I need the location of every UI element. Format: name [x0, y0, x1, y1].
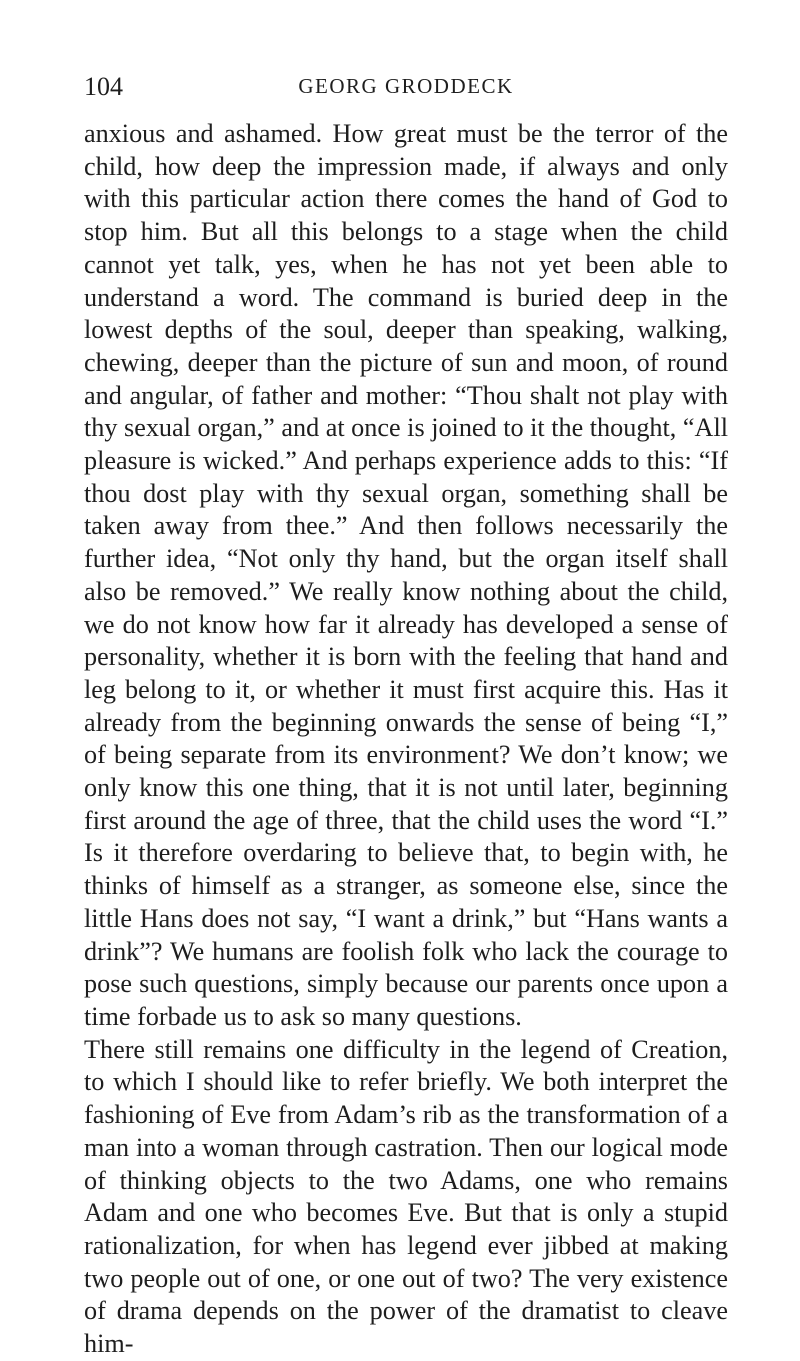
running-head-title: GEORG GRODDECK [298, 74, 514, 98]
book-page [84, 72, 728, 1361]
body-text [84, 118, 728, 1361]
running-head [84, 72, 728, 108]
paragraph-1: anxious and ashamed. How great must be the terror of the child, how deep the impression made, if always and only with this particular action there comes the hand of God to stop him. But all this belongs to a stage when the child cannot yet talk, yes, when he has not yet been able to understand a word. The command is buried deep in the lowest depths of the soul, deeper than speaking, walking, chewing, deeper than the picture of sun and moon, of round and angular, of father and mother: “Thou shalt not play with thy sexual organ,” and at once is joined to it the thought, “All pleasure is wicked.” And perhaps experience adds to this: “If thou dost play with thy sexual organ, something shall be taken away from thee.” And then follows necessarily the further idea, “Not only thy hand, but the organ itself shall also be removed.” We really know nothing about the child, we do not know how far it already has developed a sense of personality, whether it is born with the feeling that hand and leg belong to it, or whether it must first acquire this. Has it already from the beginning onwards the sense of being “I,” of being separate from its environment? We don’t know; we only know this one thing, that it is not until later, beginning first around the age of three, that the child uses the word “I.” Is it therefore overdaring to believe that, to begin with, he thinks of himself as a stranger, as someone else, since the little Hans does not say, “I want a drink,” but “Hans wants a drink”? We humans are foolish folk who lack the courage to pose such questions, simply because our parents once upon a time forbade us to ask so many questions. [84, 119, 728, 1031]
page-number: 104 [84, 72, 123, 101]
paragraph-2: There still remains one difficulty in the legend of Creation, to which I should like to refer briefly. We both interpret the fashioning of Eve from Adam’s rib as the transformation of a man into a woman through castration. Then our logical mode of thinking objects to the two Adams, one who remains Adam and one who becomes Eve. But that is only a stupid rationalization, for when has legend ever jibbed at making two people out of one, or one out of two? The very existence of drama depends on the power of the dramatist to cleave him- [84, 1034, 728, 1359]
